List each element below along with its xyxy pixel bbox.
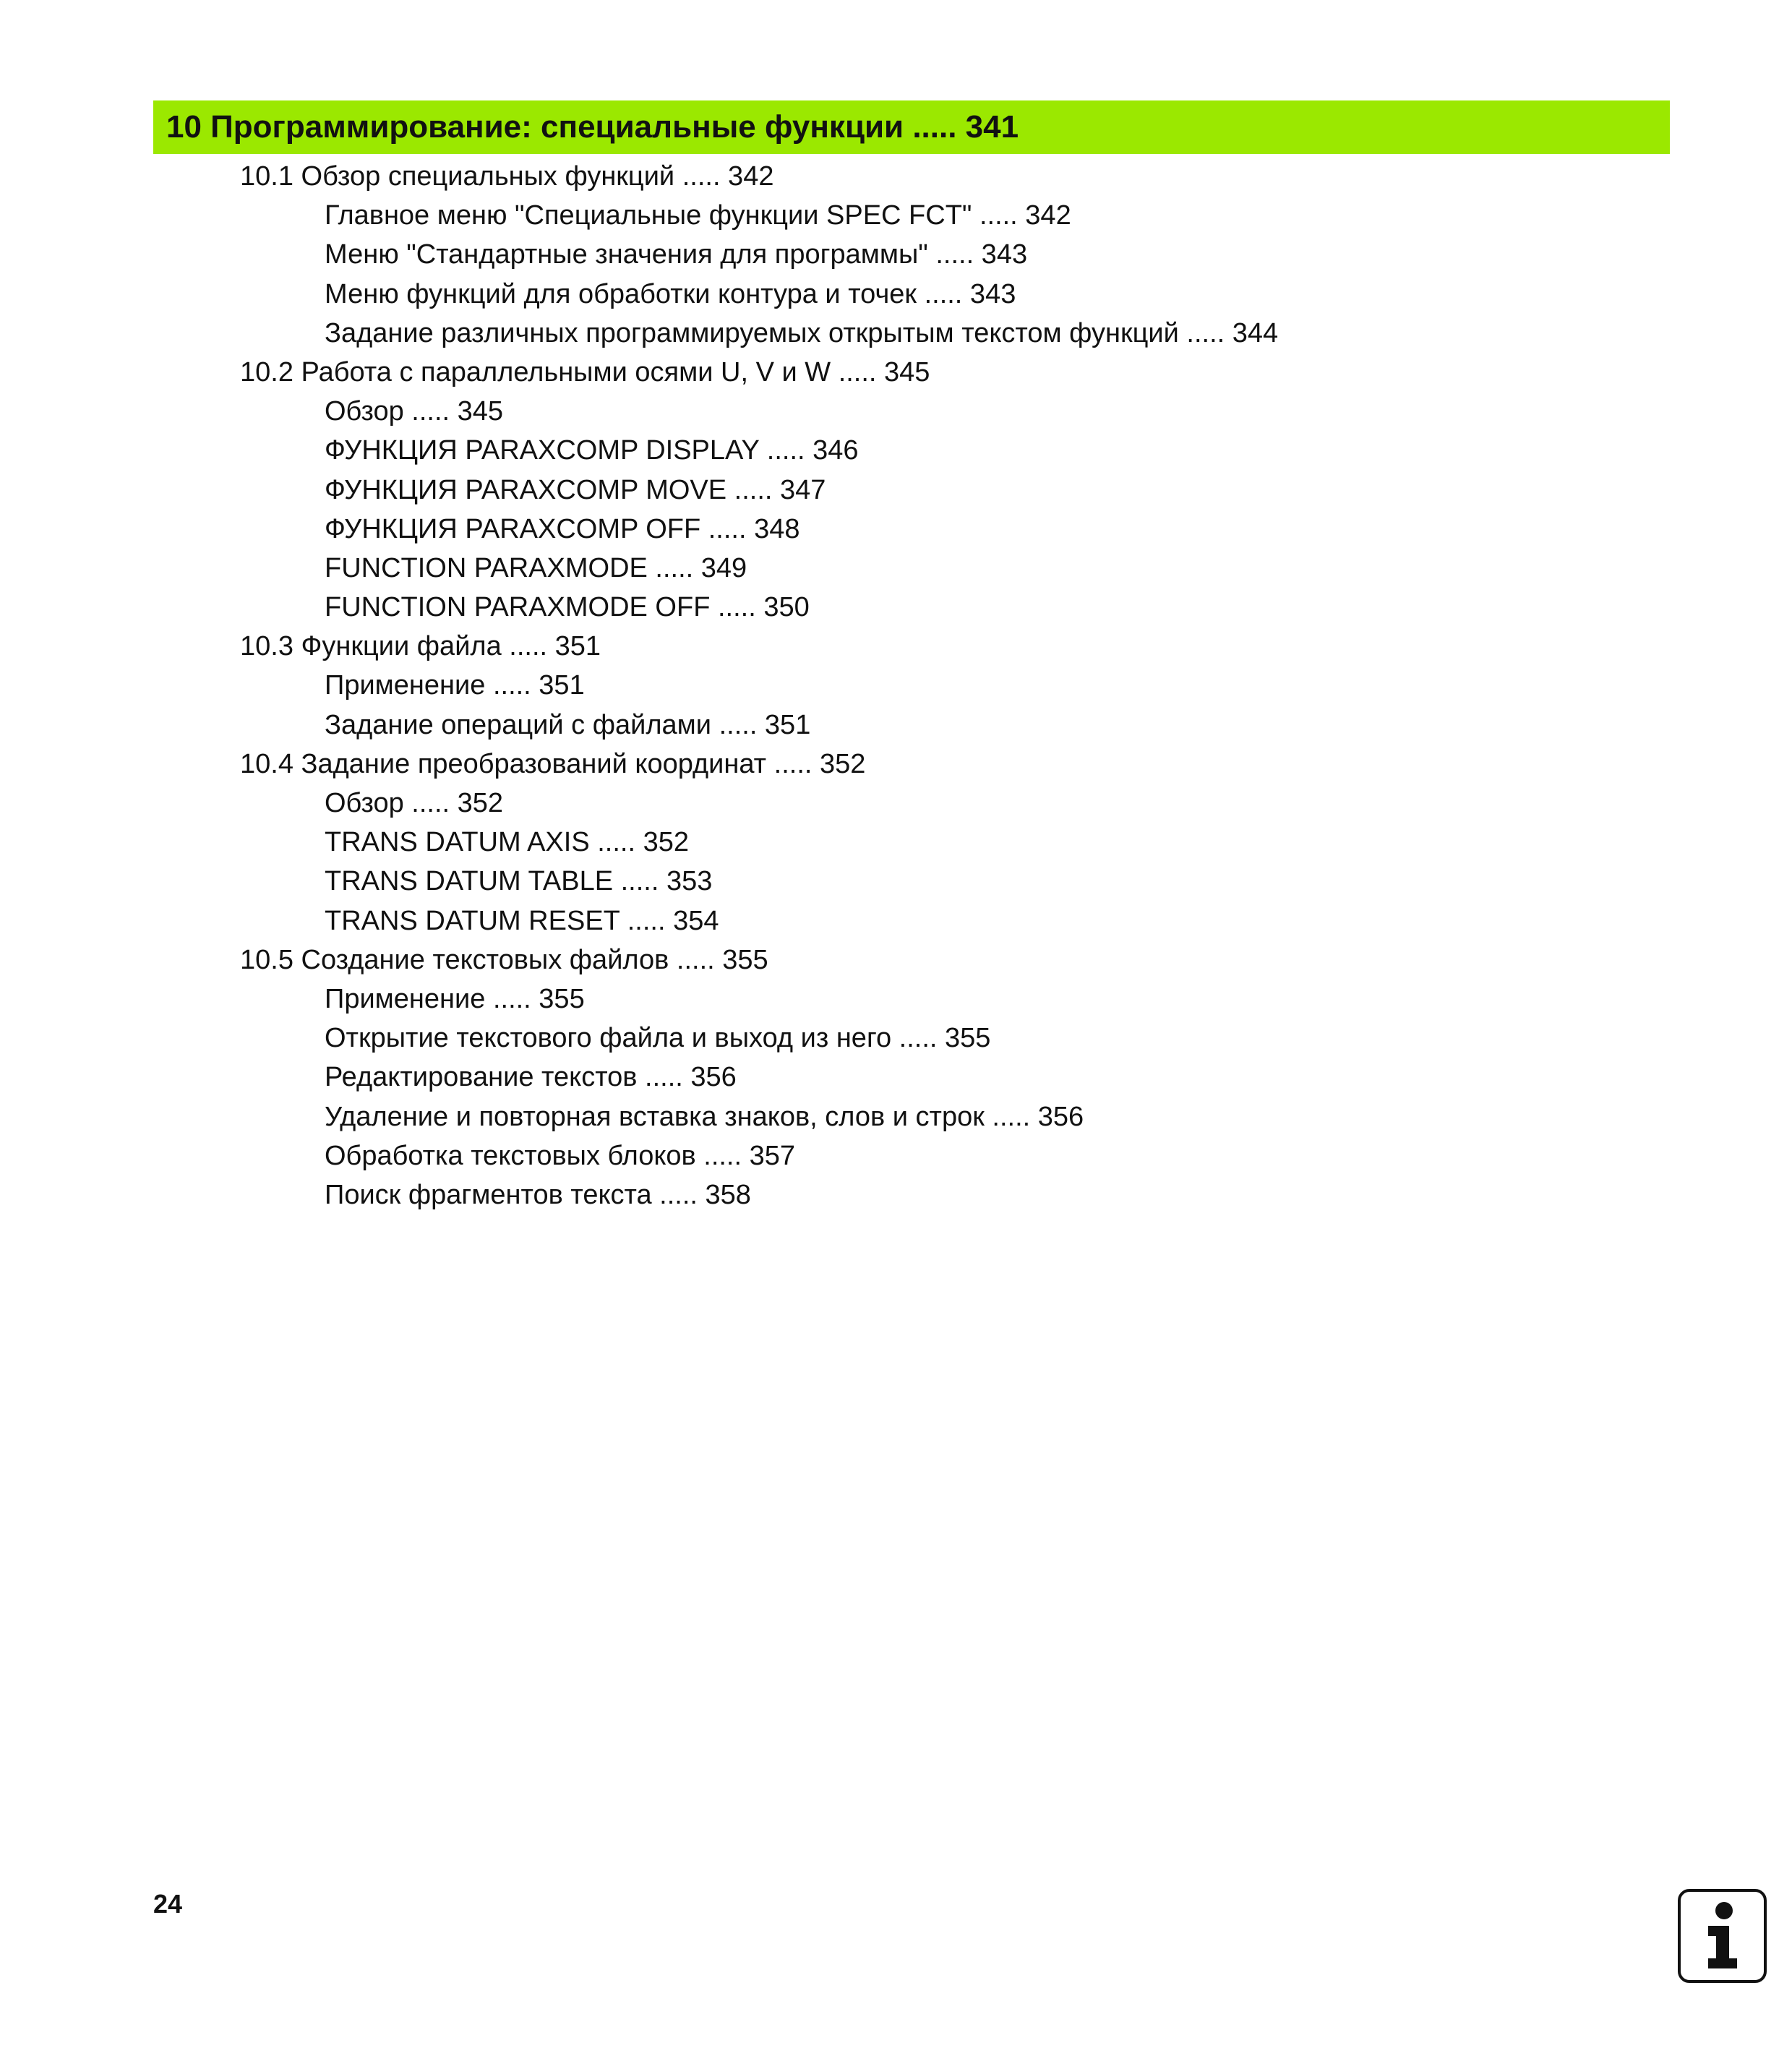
toc-subsection-entry: Задание различных программируемых открытым текстом функций ..... 344 xyxy=(325,317,1279,348)
info-icon-glyph xyxy=(1681,1892,1764,1980)
toc-subsection-entry: Обзор ..... 352 xyxy=(325,788,504,818)
toc-section-entry: 10.4 Задание преобразований координат ..... 352 xyxy=(240,748,866,779)
toc-subsection-entry: TRANS DATUM TABLE ..... 353 xyxy=(325,866,713,897)
toc-subsection-entry: FUNCTION PARAXMODE ..... 349 xyxy=(325,552,747,583)
toc-subsection-entry: ФУНКЦИЯ PARAXCOMP MOVE ..... 347 xyxy=(325,474,826,505)
page-number: 24 xyxy=(153,1889,183,1919)
toc-subsection-entry: Применение ..... 355 xyxy=(325,983,585,1014)
chapter-heading-bar xyxy=(153,100,1670,154)
toc-subsection-entry: Обзор ..... 345 xyxy=(325,396,504,427)
toc-subsection-entry: FUNCTION PARAXMODE OFF ..... 350 xyxy=(325,592,810,623)
toc-subsection-entry: TRANS DATUM RESET ..... 354 xyxy=(325,905,719,936)
chapter-title: 10 Программирование: специальные функции ..... 341 xyxy=(166,109,1019,145)
toc-subsection-entry: Главное меню "Специальные функции SPEC FCT" ..... 342 xyxy=(325,200,1071,231)
toc-subsection-entry: Меню функций для обработки контура и точек ..... 343 xyxy=(325,278,1016,309)
toc-subsection-entry: Задание операций с файлами ..... 351 xyxy=(325,709,811,740)
toc-subsection-entry: Поиск фрагментов текста ..... 358 xyxy=(325,1179,751,1210)
toc-subsection-entry: Редактирование текстов ..... 356 xyxy=(325,1062,737,1093)
toc-subsection-entry: Применение ..... 351 xyxy=(325,670,585,701)
toc-subsection-entry: Удаление и повторная вставка знаков, слов и строк ..... 356 xyxy=(325,1101,1084,1132)
toc-subsection-entry: Обработка текстовых блоков ..... 357 xyxy=(325,1140,796,1171)
info-icon xyxy=(1678,1889,1767,1983)
toc-section-entry: 10.1 Обзор специальных функций ..... 342 xyxy=(240,161,774,192)
toc-subsection-entry: ФУНКЦИЯ PARAXCOMP DISPLAY ..... 346 xyxy=(325,435,859,466)
toc-subsection-entry: Открытие текстового файла и выход из него ..... 355 xyxy=(325,1023,991,1054)
table-of-contents xyxy=(0,157,1792,1214)
toc-subsection-entry: Меню "Стандартные значения для программы" ..... 343 xyxy=(325,239,1028,270)
toc-subsection-entry: TRANS DATUM AXIS ..... 352 xyxy=(325,827,689,858)
toc-section-entry: 10.5 Создание текстовых файлов ..... 355 xyxy=(240,944,768,975)
toc-subsection-entry: ФУНКЦИЯ PARAXCOMP OFF ..... 348 xyxy=(325,513,800,544)
toc-section-entry: 10.2 Работа с параллельными осями U, V и W ..... 345 xyxy=(240,356,930,387)
toc-section-entry: 10.3 Функции файла ..... 351 xyxy=(240,631,601,662)
